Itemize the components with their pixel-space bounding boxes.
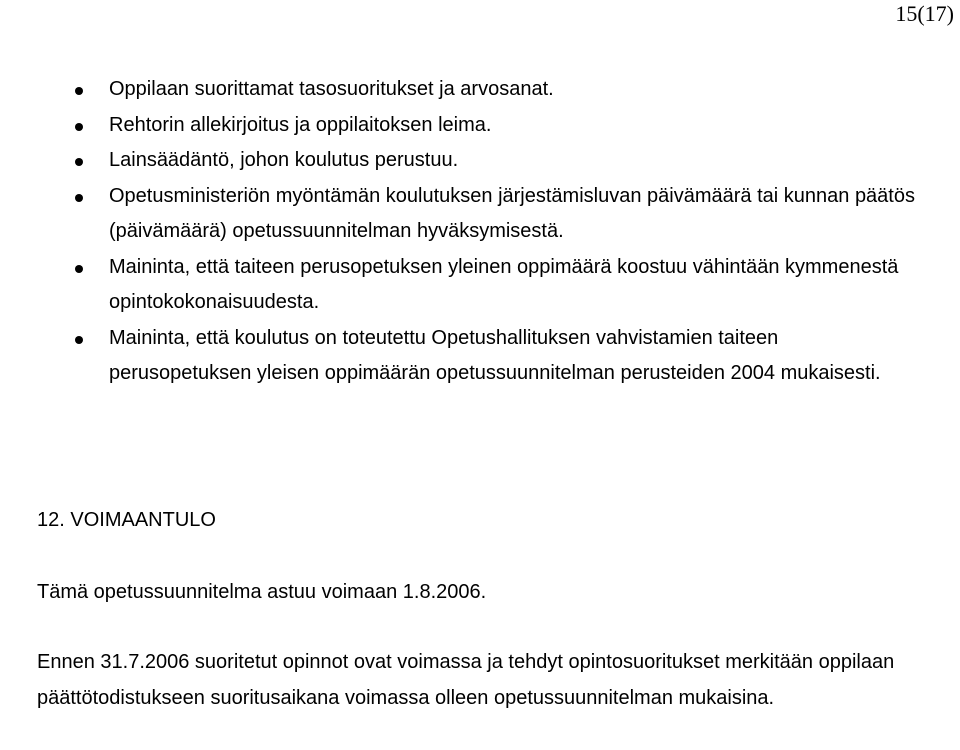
bullet-icon (75, 265, 83, 273)
list-item (0, 143, 960, 179)
requirements-bullet-list (0, 72, 960, 392)
list-item-text: Maininta, että koulutus on toteutettu Opetushallituksen vahvistamien taiteen perusopetuksen yleisen oppimäärän opetussuunnitelman perusteiden 2004 mukaisesti. (109, 326, 881, 384)
bullet-icon (75, 87, 83, 95)
list-item-text: Lainsäädäntö, johon koulutus perustuu. (109, 149, 459, 171)
list-item (0, 179, 960, 250)
list-item-text: Rehtorin allekirjoitus ja oppilaitoksen leima. (109, 113, 492, 136)
bullet-icon (75, 194, 83, 202)
list-item (0, 108, 960, 144)
bullet-icon (75, 336, 83, 344)
effective-date-paragraph: Tämä opetussuunnitelma astuu voimaan 1.8.2006. (37, 581, 487, 603)
bullet-icon (75, 158, 83, 166)
list-item-text: Oppilaan suorittamat tasosuoritukset ja arvosanat. (109, 78, 554, 100)
transition-paragraph: Ennen 31.7.2006 suoritetut opinnot ovat voimassa ja tehdyt opintosuoritukset merkitään oppilaan päättötodistukseen suoritusaikana voimassa olleen opetussuunnitelman mukaisina. (37, 651, 895, 709)
list-item-text: Opetusministeriön myöntämän koulutuksen järjestämisluvan päivämäärä tai kunnan päätös (päivämäärä) opetussuunnitelman hyväksymisestä. (109, 184, 915, 242)
bullet-icon (75, 123, 83, 131)
list-item (0, 250, 960, 321)
list-item (0, 321, 960, 392)
page-number: 15(17) (895, 1, 954, 26)
section-heading: 12. VOIMAANTULO (37, 509, 216, 531)
list-item (0, 72, 960, 108)
list-item-text: Maininta, että taiteen perusopetuksen yleinen oppimäärä koostuu vähintään kymmenestä opintokokonaisuudesta. (109, 255, 899, 313)
